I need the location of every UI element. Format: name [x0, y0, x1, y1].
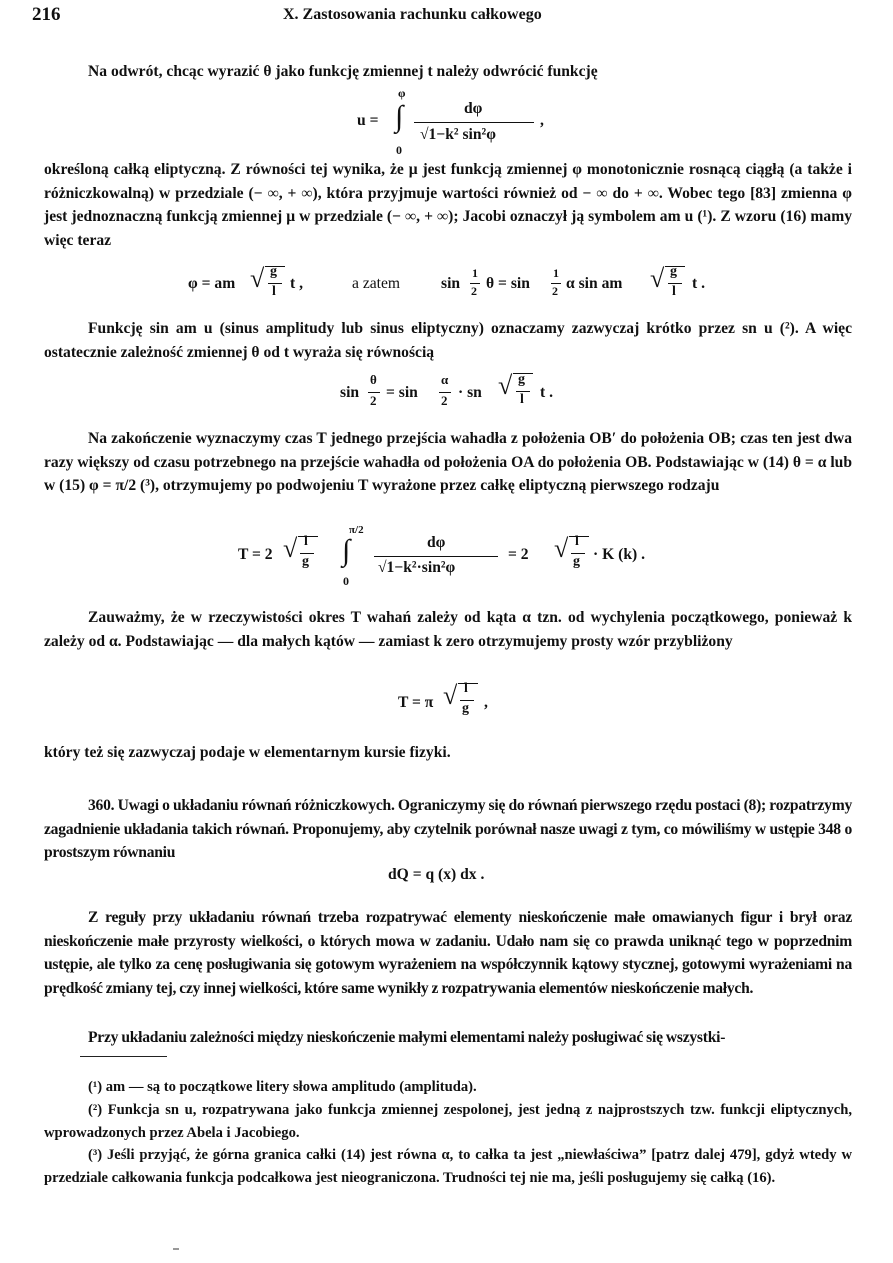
eq4-upper-limit: π/2: [349, 524, 364, 536]
eq3-two-2: 2: [441, 393, 448, 408]
section-heading: 360. Uwagi o układaniu równań różniczkowych.: [88, 797, 395, 814]
eq2-left: φ = am: [188, 275, 236, 292]
sqrt-sign-5: √: [554, 534, 569, 563]
eq3-frac-num: g: [518, 372, 525, 387]
eq1-fraction-bar: [414, 122, 534, 123]
equation-6: dQ = q (x) dx .: [388, 866, 485, 883]
eq4-frac-den: g: [302, 554, 309, 569]
sqrt-sign-3: √: [498, 371, 513, 400]
page-number: 216: [32, 4, 61, 25]
paragraph-1: Na odwrót, chcąc wyrazić θ jako funkcję zmiennej t należy odwrócić funkcję: [88, 63, 598, 80]
eq3-sin: sin: [340, 384, 360, 401]
sqrt-overline-5: [569, 536, 589, 537]
eq2-frac2-den: l: [672, 284, 676, 299]
eq3-sn: · sn: [458, 384, 482, 401]
eq1-lhs: u =: [357, 112, 379, 129]
eq4-frac2-den: g: [573, 554, 580, 569]
eq1-numerator: dφ: [464, 100, 483, 117]
eq2-half-den: 2: [471, 284, 477, 298]
eq2-t2: t .: [692, 275, 705, 292]
footnote-2: (²) Funkcja sn u, rozpatrywana jako funkcja zmiennej zespolonej, jest jedną z najprostszych tzw. funkcji eliptycznych, wprowadzonych przez Abela i Jacobiego.: [44, 1102, 852, 1141]
footnote-1: (¹) am — są to początkowe litery słowa amplitudo (amplituda).: [88, 1079, 477, 1095]
eq4-fraction-bar: [374, 556, 498, 557]
sqrt-overline-4: [298, 536, 318, 537]
eq5-frac-num: l: [464, 681, 468, 696]
scan-mark: [173, 1248, 179, 1250]
paragraph-3: Funkcję sin am u (sinus amplitudy lub sinus eliptyczny) oznaczamy zazwyczaj krótko przez sn u (²). A więc ostatecznie zależność zmiennej θ od t wyraża się równością: [44, 320, 852, 361]
eq2-half-num: 1: [472, 266, 478, 280]
section-body: Ograniczymy się do równań pierwszego rzędu postaci (8); rozpatrzymy zagadnienie układania takich równań. Proponujemy, aby czytelnik porównał nasze uwagi z tym, co mówiliśmy w ustępie 348 o prostszym równaniu: [44, 797, 852, 862]
eq4-frac2-num: l: [575, 534, 579, 549]
paragraph-4: Na zakończenie wyznaczymy czas T jednego przejścia wahadła z położenia OB′ do położenia OB; czas ten jest dwa razy większy od czasu potrzebnego na przejście wahadła od położenia OA do położenia OB. Podstawiając w (14) θ = α lub w (15) φ = π/2 (³), otrzymujemy po podwojeniu T wyrażone przez całkę eliptyczną pierwszego rodzaju: [44, 430, 852, 495]
paragraph-6: który też się zazwyczaj podaje w elementarnym kursie fizyki.: [44, 744, 451, 761]
eq1-comma: ,: [540, 112, 544, 129]
integral-sign-2: ∫: [342, 534, 351, 567]
paragraph-2: określoną całką eliptyczną. Z równości tej wynika, że μ jest funkcją zmiennej φ monotonicznie rosnącą ciągłą (a także i różniczkowalną) w przedziale (− ∞, + ∞), która przyjmuje wartości również od − ∞ do + ∞. Wobec tego [83] zmienna φ jest jednoznaczną funkcją zmiennej μ w przedziale (− ∞, + ∞); Jacobi oznaczył ją symbolem am u (¹). Z wzoru (16) mamy więc teraz: [44, 161, 852, 249]
eq2-frac2-num: g: [670, 264, 677, 279]
eq3-two: 2: [370, 393, 377, 408]
eq3-t: t .: [540, 384, 553, 401]
sqrt-sign-2: √: [650, 264, 665, 293]
footnote-divider: [80, 1056, 167, 1057]
eq4-tail: · K (k) .: [593, 546, 645, 563]
chapter-title: X. Zastosowania rachunku całkowego: [283, 6, 542, 23]
eq5-lhs: T = π: [398, 694, 434, 711]
eq2-frac-den: l: [272, 284, 276, 299]
integral-sign: ∫: [395, 100, 404, 133]
eq4-lhs: T = 2: [238, 546, 273, 563]
eq2-t: t ,: [290, 275, 303, 292]
paragraph-9: Przy układaniu zależności między nieskończenie małymi elementami należy posługiwać się wszystki-: [88, 1029, 726, 1046]
sqrt-sign-4: √: [283, 534, 298, 563]
eq2-frac-num: g: [270, 264, 277, 279]
eq3-alpha: α: [441, 372, 449, 387]
eq4-numerator: dφ: [427, 534, 446, 551]
eq4-lower-limit: 0: [343, 574, 349, 588]
sqrt-sign-6: √: [443, 681, 458, 710]
eq3-frac-den: l: [520, 392, 524, 407]
eq2-mid-text: a zatem: [352, 275, 401, 292]
sqrt-overline-6: [458, 683, 478, 684]
eq4-frac-num: l: [304, 534, 308, 549]
eq4-denominator: √1−k²·sin²φ: [378, 559, 456, 576]
paragraph-5: Zauważmy, że w rzeczywistości okres T wahań zależy od kąta α tzn. od wychylenia początkowego, ponieważ k zależy od α. Podstawiając — dla małych kątów — zamiast k zero otrzymujemy prosty wzór przybliżony: [44, 609, 852, 650]
eq3-theta: θ: [370, 372, 377, 387]
eq1-lower-limit: 0: [396, 143, 402, 157]
footnote-3: (³) Jeśli przyjąć, że górna granica całki (14) jest równa α, to całka ta jest „niewłaściwa” [patrz dalej 479], gdyż wtedy w przedziale całkowania funkcja podcałkowa jest nieograniczona. Trudności tej nie ma, jeśli posługujemy się całką (16).: [44, 1147, 852, 1186]
eq2-sin: sin: [441, 275, 461, 292]
eq1-upper-limit: φ: [398, 86, 406, 100]
eq2-half2-num: 1: [553, 266, 559, 280]
eq3-eq: = sin: [386, 384, 418, 401]
paragraph-8: Z reguły przy układaniu równań trzeba rozpatrywać elementy nieskończenie małe omawianych figur i brył oraz nieskończenie małe przyrosty wielkości, o których mowa w zadaniu. Udało nam się co prawda uniknąć tego w poprzednim ustępie, ale tylko za cenę posługiwania się gotowym wyrażeniem na współczynnik kątowy stycznej, gotowymi wyrażeniami na prędkość zmiany tej, czy innej wielkości, które same wynikły z rozpatrywania elementów nieskończenie małych.: [44, 909, 852, 997]
eq4-mid: = 2: [508, 546, 529, 563]
eq1-denominator: √1−k² sin²φ: [420, 126, 496, 143]
eq2-theta: θ = sin: [486, 275, 530, 292]
sqrt-sign: √: [250, 264, 265, 293]
eq5-frac-den: g: [462, 701, 469, 716]
section-360-paragraph: [44, 794, 852, 865]
eq2-alpha: α sin am: [566, 275, 623, 292]
eq5-tail: ,: [484, 694, 488, 711]
eq2-half2-den: 2: [552, 284, 558, 298]
